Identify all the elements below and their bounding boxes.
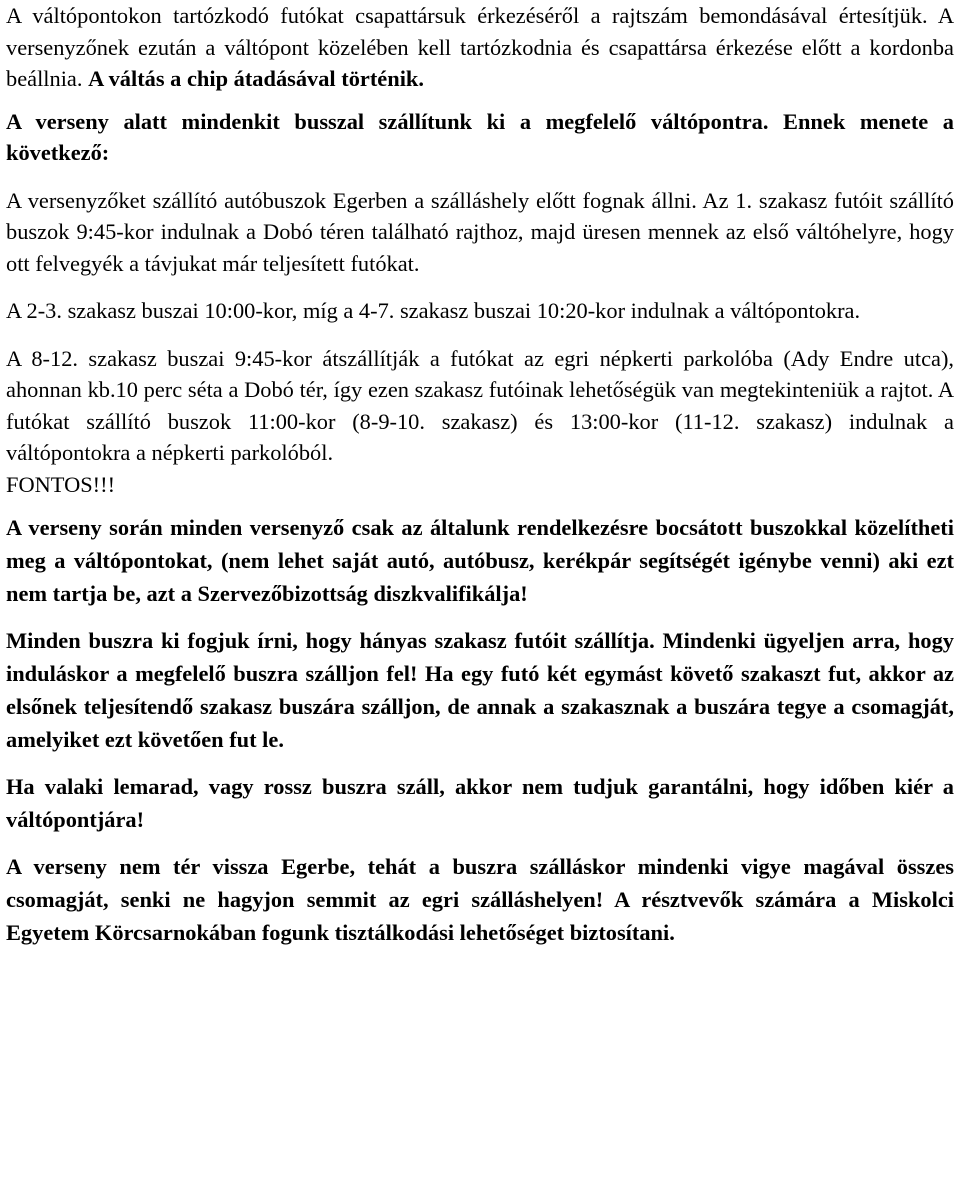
paragraph-bus-labeling: Minden buszra ki fogjuk írni, hogy hányas szakasz futóit szállítja. Mindenki ügyeljen arra, hogy induláskor a megfelelő buszra szálljon fel! Ha egy futó két egymást követő szakaszt fut, akkor az elsőnek teljesítendő szakasz buszára szálljon, de annak a szakasznak a buszára tegye a csomagját, amelyiket ezt követően fut le. — [6, 628, 954, 752]
paragraph-stage-2-7-buses: A 2-3. szakasz buszai 10:00-kor, míg a 4-7. szakasz buszai 10:20-kor indulnak a váltópontokra. — [6, 298, 861, 323]
paragraph-bus-departure: A versenyzőket szállító autóbuszok Egerben a szálláshely előtt fognak állni. Az 1. szakasz futóit szállító buszok 9:45-kor indulnak a Dobó téren található rajthoz, majd üresen mennek az első váltóhelyre, hogy ott felvegyék a távjukat már teljesített futókat. — [6, 187, 954, 276]
important-heading: FONTOS!!! — [6, 471, 116, 497]
paragraph-stage-8-12-buses: A 8-12. szakasz buszai 9:45-kor átszállítják a futókat az egri népkerti parkolóba (Ady Endre utca), ahonnan kb.10 perc séta a Dobó tér, így ezen szakasz futóinak lehetőségük van megtekinteniük a rajtot. A futókat szállító buszok 11:00-kor (8-9-10. szakasz) és 13:00-kor (11-12. szakasz) indulnak a váltópontokra a népkerti parkolóból. — [6, 345, 954, 465]
paragraph-disqualification-rule: A verseny során minden versenyző csak az általunk rendelkezésre bocsátott buszokkal közelítheti meg a váltópontokat, (nem lehet saját autó, autóbusz, kerékpár segítségét igénybe venni) aki ezt nem tartja be, azt a Szervezőbizottság diszkvalifikálja! — [6, 515, 954, 606]
paragraph-missed-bus: Ha valaki lemarad, vagy rossz buszra száll, akkor nem tudjuk garantálni, hogy időben kiér a váltópontjára! — [6, 774, 954, 832]
document-page — [6, 0, 954, 949]
paragraph-bus-intro: A verseny alatt mindenkit busszal szállítunk ki a megfelelő váltópontra. Ennek menete a következő: — [6, 108, 954, 165]
relay-handover-text: A váltópontokon tartózkodó futókat csapattársuk érkezéséről a rajtszám bemondásával értesítjük. A versenyzőnek ezután a váltópont közelében kell tartózkodnia és csapattársa érkezése előtt a kordonba beállnia. — [6, 3, 954, 91]
paragraph-relay-handover — [6, 0, 954, 95]
relay-handover-bold: A váltás a chip átadásával történik. — [88, 66, 424, 91]
paragraph-luggage-showers: A verseny nem tér vissza Egerbe, tehát a buszra szálláskor mindenki vigye magával összes csomagját, senki ne hagyjon semmit az egri szálláshelyen! A résztvevők számára a Miskolci Egyetem Körcsarnokában fogunk tisztálkodási lehetőséget biztosítani. — [6, 854, 954, 945]
